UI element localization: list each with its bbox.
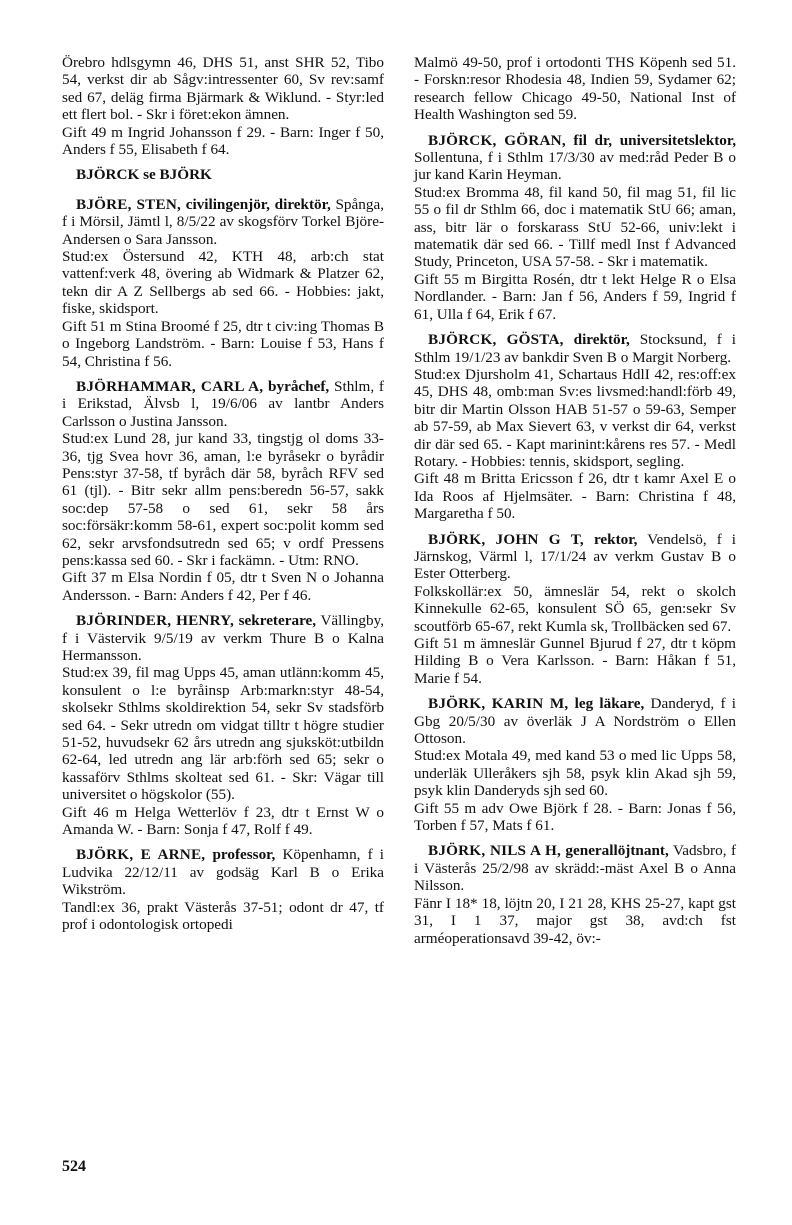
entry-intro: Vadsbro, f i Västerås 25/2/98 av skrädd:-mäst Axel B o Anna Nilsson. bbox=[414, 842, 736, 895]
entry-title: generallöjtnant, bbox=[565, 842, 669, 860]
entry-bjork-john bbox=[414, 531, 736, 688]
left-column bbox=[62, 54, 384, 942]
entry-text: Fänr I 18* 18, löjtn 20, I 21 28, KHS 25-27, kapt gst 31, I 1 37, major gst 38, avd:ch fst arméoperationsavd 39-42, öv:- bbox=[414, 894, 736, 947]
entry-title: byråchef, bbox=[268, 377, 330, 395]
entry-family: Gift 51 m Stina Broomé f 25, dtr t civ:ing Thomas B o Ingeborg Landström. - Barn: Louise f 53, Hans f 54, Christina f 56. bbox=[62, 317, 384, 370]
entry-family: Gift 51 m ämneslär Gunnel Bjurud f 27, dtr t köpm Hilding B o Vera Karlsson. - Barn: Håkan f 51, Marie f 54. bbox=[414, 635, 736, 687]
entry-name: BJÖRK, NILS A H, bbox=[428, 842, 561, 860]
entry-family: Gift 49 m Ingrid Johansson f 29. - Barn: Inger f 50, Anders f 55, Elisabeth f 64. bbox=[62, 123, 384, 159]
entry-intro: Spånga, f i Mörsil, Jämtl l, 8/5/22 av skogsförv Torkel Björe-Andersen o Sara Jansson. bbox=[62, 195, 384, 248]
entry-title: rektor, bbox=[593, 530, 638, 548]
entry-title: leg läkare, bbox=[574, 695, 645, 713]
entry-text: Stud:ex Motala 49, med kand 53 o med lic Upps 58, underläk Ulleråkers sjh 58, psyk klin Akad sjh 59, psyk klin Danderyds sjh sed 60. bbox=[414, 747, 736, 800]
entry-family: Gift 55 m Birgitta Rosén, dtr t lekt Helge R o Elsa Nordlander. - Barn: Jan f 56, Anders f 59, Ingrid f 61, Ulla f 64, Erik f 67. bbox=[414, 270, 736, 323]
entry-text: Tandl:ex 36, prakt Västerås 37-51; odont dr 47, tf prof i odontologisk ortopedi bbox=[62, 898, 384, 934]
entry-text: Stud:ex 39, fil mag Upps 45, aman utlänn:komm 45, konsulent o l:e byråinsp Arb:markn:styr 48-54, skolsekr Sthlms skoldirektion 54, sekr Sv stadsförb sed 64. - Sekr utredn om vidgat tilltr t högre studier 51-52, huvudsekr 62 års utredn ang sjuksköt:utbildn 62-64, led utredn ang lär arb:förh sed 65; sekr o kassaförv Sthlms skolteat sed 61. - Skr: Vägar till universitet o högskolor (55). bbox=[62, 664, 384, 804]
entry-text: Stud:ex Östersund 42, KTH 48, arb:ch stat vattenf:verk 48, övering ab Widmark & Platzer 62, tekn dir A Z Sellbergs ab sed 66. - Hobbies: jakt, fiske, skidsport. bbox=[62, 248, 384, 318]
entry-continuation bbox=[62, 54, 384, 158]
entry-name: BJÖRCK, GÖSTA, bbox=[428, 331, 564, 349]
entry-intro: Stocksund, f i Sthlm 19/1/23 av bankdir Sven B o Margit Norberg. bbox=[414, 331, 736, 366]
entry-intro: Vällingby, f i Västervik 9/5/19 av verkm Thure B o Kalna Hermansson. bbox=[62, 612, 384, 664]
entry-name: BJÖRCK, GÖRAN, bbox=[428, 131, 566, 149]
entry-text: Örebro hdlsgymn 46, DHS 51, anst SHR 52, Tibo 54, verkst dir ab Sågv:intressenter 60, Sv rev:samf sed 67, deläg firma Bjärmark & Wiklund. - Styr:led ett flert bol. - Skr i föret:ekon ämnen. bbox=[62, 54, 384, 124]
entry-text: Stud:ex Lund 28, jur kand 33, tingstjg ol doms 33-36, tjg Svea hovr 36, aman, l:e byråsekr o byrådir Pens:styr 37-58, tf byråch där 58, byråch RFV sed 61 (tjl). - Bitr sekr allm pens:beredn 56-57, sakk soc:dep 57-58 o sed 61, sekr 58 års soc:försäkr:komm 58-61, expert soc:polit komm sed 62, sekr arvsfondsutredn sed 65; v ordf Pressens pens:kassa sed 60. - Skr i fackämn. - Utm: RNO. bbox=[62, 430, 384, 569]
dictionary-page bbox=[62, 54, 742, 1204]
entry-title: civilingenjör, direktör, bbox=[185, 195, 331, 213]
entry-name: BJÖRK, E ARNE, bbox=[76, 846, 206, 864]
entry-title: direktör, bbox=[573, 331, 630, 349]
cross-reference: BJÖRCK se BJÖRK bbox=[76, 166, 212, 184]
entry-bjorck-gosta bbox=[414, 331, 736, 522]
entry-text: Malmö 49-50, prof i ortodonti THS Köpenh sed 51. - Forskn:resor Rhodesia 48, Indien 59, Sydamer 62; research fellow Chicago 49-50, National Inst of Health Washington sed 59. bbox=[414, 54, 736, 124]
entry-family: Gift 46 m Helga Wetterlöv f 23, dtr t Ernst W o Amanda W. - Barn: Sonja f 47, Rolf f 49. bbox=[62, 803, 384, 839]
entry-text: Stud:ex Bromma 48, fil kand 50, fil mag 51, fil lic 55 o fil dr Sthlm 66, doc i matematik StU 66; aman, ass, bitr lär o forskarass StU 52-66, univ:lekt i matematik där sed 66. - Tillf medl Inst f Advanced Study, Princeton, USA 57-58. - Skr i matematik. bbox=[414, 183, 736, 271]
right-column bbox=[414, 54, 736, 955]
entry-family: Gift 37 m Elsa Nordin f 05, dtr t Sven N o Johanna Andersson. - Barn: Anders f 42, Per f 46. bbox=[62, 569, 384, 604]
entry-bjorhammar-carl bbox=[62, 378, 384, 604]
entry-intro: Sthlm, f i Erikstad, Älvsb l, 19/6/06 av lantbr Anders Carlsson o Justina Jansson. bbox=[62, 377, 384, 430]
page-number: 524 bbox=[62, 1158, 86, 1175]
entry-text: Folkskollär:ex 50, ämneslär 54, rekt o skolch Kinnekulle 62-65, konsulent SÖ 65, gen:sekr Sv scoutförb 65-67, rekt Kumla sk, Trollbäcken sed 67. bbox=[414, 582, 736, 635]
entry-name: BJÖRINDER, HENRY, bbox=[76, 612, 234, 630]
entry-title: sekreterare, bbox=[238, 612, 317, 630]
entry-intro: Köpenhamn, f i Ludvika 22/12/11 av godsäg Karl B o Erika Wikström. bbox=[62, 846, 385, 899]
entry-family: Gift 48 m Britta Ericsson f 26, dtr t kamr Axel E o Ida Roos af Hjelmsäter. - Barn: Christina f 48, Margaretha f 50. bbox=[414, 470, 736, 523]
entry-name: BJÖRK, JOHN G T, bbox=[428, 530, 584, 548]
entry-name: BJÖRK, KARIN M, bbox=[428, 695, 569, 713]
entry-family: Gift 55 m adv Owe Björk f 28. - Barn: Jonas f 56, Torben f 57, Mats f 61. bbox=[414, 799, 736, 835]
entry-bjork-nils bbox=[414, 842, 736, 946]
entry-title: professor, bbox=[212, 846, 276, 864]
entry-bjork-e-arne bbox=[62, 846, 384, 933]
entry-intro: Sollentuna, f i Sthlm 17/3/30 av med:råd Peder B o jur kand Karin Heyman. bbox=[414, 149, 736, 184]
entry-intro: Danderyd, f i Gbg 20/5/30 av överläk J A Nordström o Ellen Ottoson. bbox=[414, 695, 736, 748]
entry-name: BJÖRE, STEN, bbox=[76, 195, 182, 213]
entry-borinder-henry bbox=[62, 612, 384, 838]
entry-continuation bbox=[414, 54, 736, 124]
entry-intro: Vendelsö, f i Järnskog, Värml l, 17/1/24 av verkm Gustav B o Ester Otterberg. bbox=[414, 530, 736, 583]
entry-bjork-karin bbox=[414, 695, 736, 834]
entry-title: fil dr, universitetslektor, bbox=[573, 131, 736, 149]
entry-bjore-sten bbox=[62, 196, 384, 370]
entry-name: BJÖRHAMMAR, CARL A, bbox=[76, 377, 264, 395]
entry-text: Stud:ex Djursholm 41, Schartaus HdlI 42, res:off:ex 45, DHS 48, omb:man Sv:es livsmed:handl:förb 49, bitr dir Martin Olsson HAB 51-57 o 59-63, Semper ab 57-59, ab Max Sievert 63, v verkst dir 64, verkst dir där sed 65. - Kapt marinint:kårens res 57. - Medl Rotary. - Hobbies: tennis, skidsport, segling. bbox=[414, 365, 736, 470]
entry-bjorck-goran bbox=[414, 132, 736, 323]
